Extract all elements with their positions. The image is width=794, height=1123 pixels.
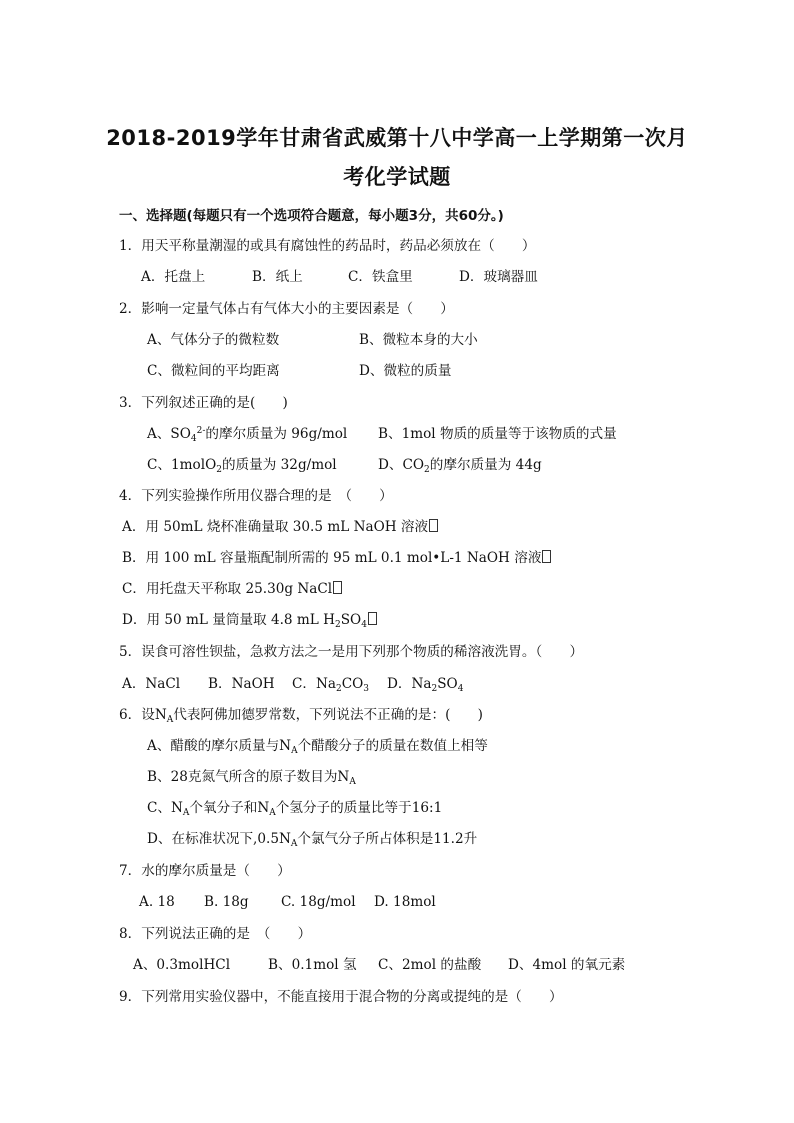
q7-option-a: A. 18 xyxy=(139,894,175,910)
q5-option-a: A．NaCl xyxy=(122,676,181,692)
missing-glyph-box xyxy=(368,612,377,625)
q2-option-b: B、微粒本身的大小 xyxy=(359,332,478,348)
missing-glyph-box xyxy=(333,581,342,594)
q6-option-b: B、28克氮气所含的原子数目为$N_A$ xyxy=(147,769,356,787)
exam-title-line2: 考化学试题 xyxy=(343,165,451,189)
question-9-stem: 9．下列常用实验仪器中，不能直接用于混合物的分离或提纯的是（ ） xyxy=(119,989,563,1005)
q3-option-d: D、$CO_2$的摩尔质量为 44g xyxy=(378,457,542,475)
q7-option-d: D. 18mol xyxy=(374,894,436,910)
q7-option-b: B. 18g xyxy=(204,894,249,910)
question-4-stem: 4．下列实验操作所用仪器合理的是 （ ） xyxy=(119,488,393,504)
q1-option-d: D．玻璃器皿 xyxy=(459,269,538,285)
q5-option-d: D．$Na_2SO_4$ xyxy=(387,676,464,694)
q3-option-a: A、$SO_4^{2-}$的摩尔质量为 96g/mol xyxy=(147,426,348,444)
q4-option-b: B．用 100 mL 容量瓶配制所需的 95 mL 0.1 mol•L-1 NaOH 溶液 xyxy=(122,549,551,567)
q3-option-c: C、1molO$_2$的质量为 32g/mol xyxy=(147,457,337,475)
missing-glyph-box xyxy=(429,519,438,532)
question-2-stem: 2．影响一定量气体占有气体大小的主要因素是（ ） xyxy=(119,301,454,317)
q3-option-b: B、1mol 物质的质量等于该物质的式量 xyxy=(378,426,617,442)
q4-option-d: D．用 50 mL 量筒量取 4.8 mL $H_2SO_4$ xyxy=(122,611,377,629)
q2-option-a: A、气体分子的微粒数 xyxy=(147,332,280,348)
q6-option-a: A、醋酸的摩尔质量与$N_A$个醋酸分子的质量在数值上相等 xyxy=(147,738,488,756)
q6-option-d: D、在标准状况下$,0.5N_A$个氯气分子所占体积是11.2升 xyxy=(147,831,478,849)
missing-glyph-box xyxy=(542,550,551,563)
section-heading: 一、选择题(每题只有一个选项符合题意，每小题3分，共60分。) xyxy=(119,208,504,224)
q5-option-b: B．NaOH xyxy=(208,676,275,692)
q1-option-b: B．纸上 xyxy=(252,269,303,285)
q8-option-a: A、0.3molHCl xyxy=(133,957,231,973)
q1-option-c: C．铁盒里 xyxy=(348,269,413,285)
q8-option-c: C、2mol 的盐酸 xyxy=(378,957,482,973)
exam-title-line1: 2018-2019学年甘肃省武威第十八中学高一上学期第一次月 xyxy=(106,126,688,150)
question-1-stem: 1．用天平称量潮湿的或具有腐蚀性的药品时，药品必须放在（ ） xyxy=(119,238,536,254)
q8-option-d: D、4mol 的氧元素 xyxy=(508,957,626,973)
question-7-stem: 7．水的摩尔质量是（ ） xyxy=(119,863,291,879)
q4-option-c: C．用托盘天平称取 25.30g NaCl xyxy=(122,580,342,598)
q7-option-c: C. 18g/mol xyxy=(281,894,356,910)
question-3-stem: 3．下列叙述正确的是( ) xyxy=(119,395,288,411)
q2-option-c: C、微粒间的平均距离 xyxy=(147,363,280,379)
question-6-stem: 6．设$N_A$代表阿佛加德罗常数，下列说法不正确的是：( ) xyxy=(119,707,483,725)
q4-option-a: A．用 50mL 烧杯准确量取 30.5 mL NaOH 溶液 xyxy=(122,518,438,536)
q8-option-b: B、0.1mol 氢 xyxy=(268,957,357,973)
q2-option-d: D、微粒的质量 xyxy=(359,363,452,379)
q6-option-c: C、$N_A$个氧分子和$N_A$个氢分子的质量比等于16:1 xyxy=(147,800,443,818)
question-8-stem: 8．下列说法正确的是 （ ） xyxy=(119,926,312,942)
question-5-stem: 5．误食可溶性钡盐，急救方法之一是用下列那个物质的稀溶液洗胃。（ ） xyxy=(119,644,584,660)
q1-option-a: A．托盘上 xyxy=(141,269,206,285)
q5-option-c: C．$Na_2CO_3$ xyxy=(292,676,370,694)
